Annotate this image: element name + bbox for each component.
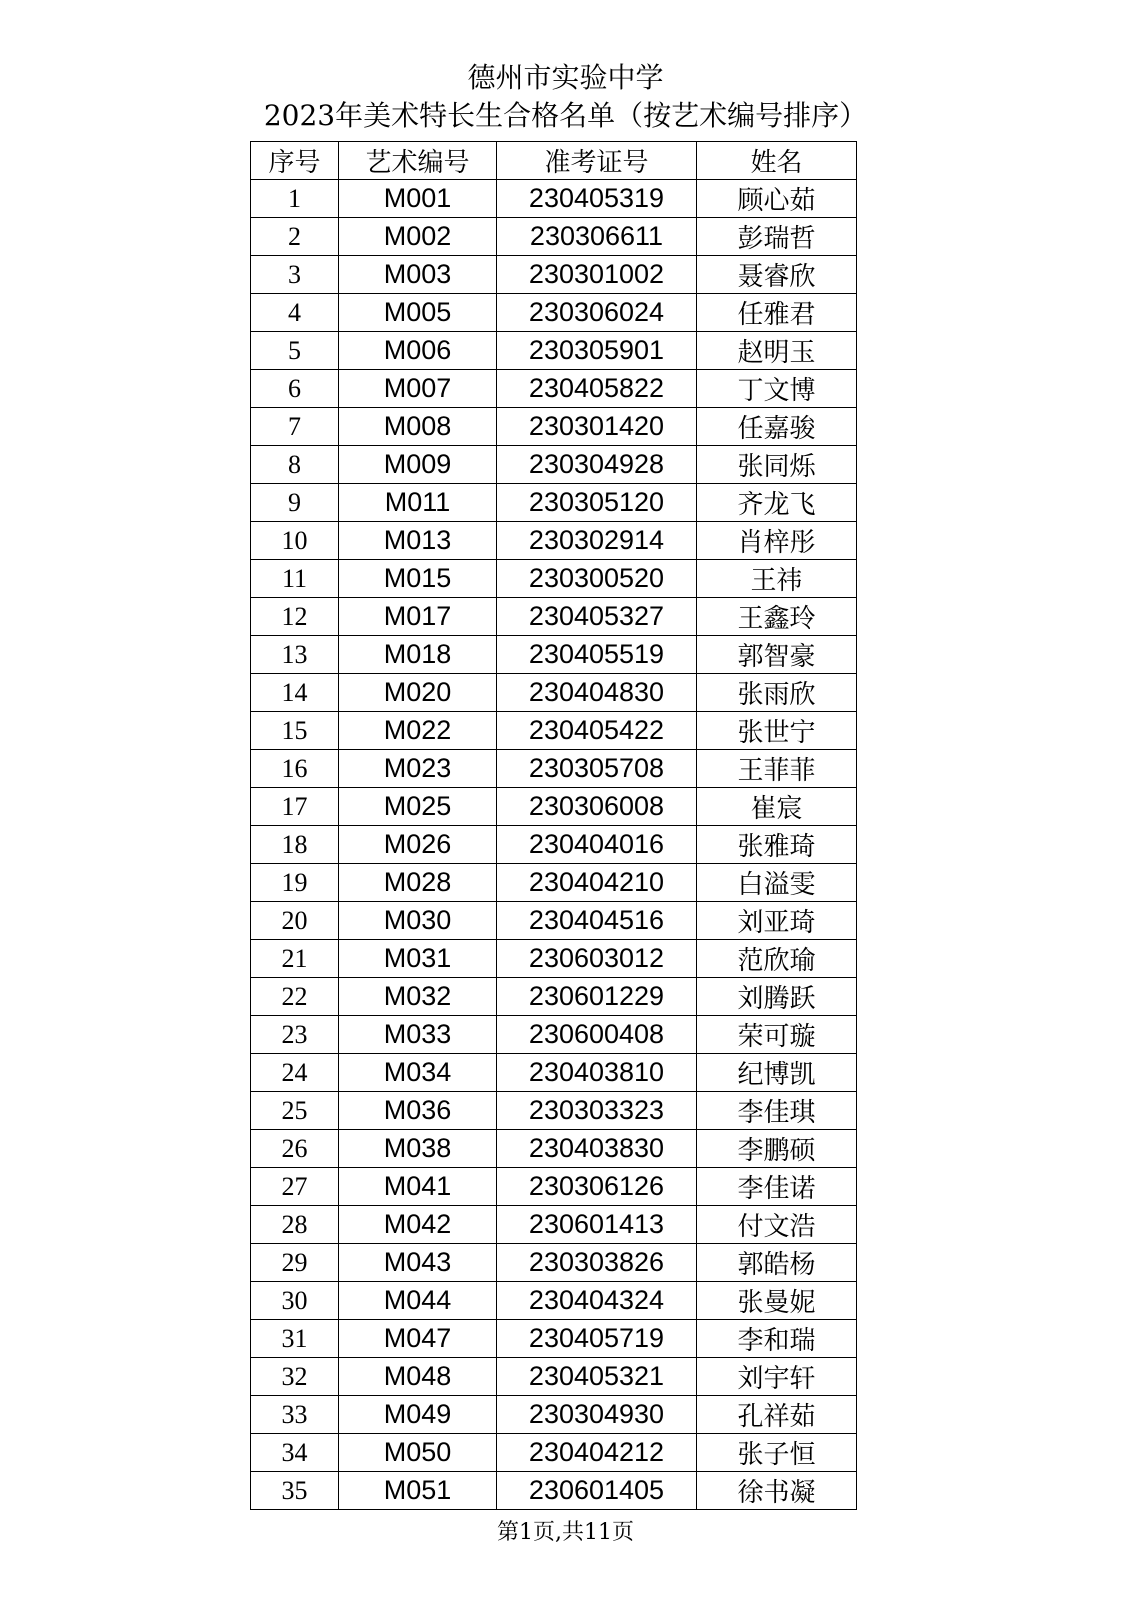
cell-art-code: M036 — [339, 1092, 497, 1130]
cell-art-code: M034 — [339, 1054, 497, 1092]
table-row — [251, 1244, 857, 1282]
cell-seq: 24 — [251, 1054, 339, 1092]
cell-exam-number: 230303826 — [497, 1244, 697, 1282]
cell-exam-number: 230301420 — [497, 408, 697, 446]
cell-art-code: M017 — [339, 598, 497, 636]
cell-seq: 32 — [251, 1358, 339, 1396]
table-row — [251, 218, 857, 256]
cell-art-code: M038 — [339, 1130, 497, 1168]
table-row — [251, 332, 857, 370]
cell-art-code: M033 — [339, 1016, 497, 1054]
list-title: 2023年美术特长生合格名单（按艺术编号排序） — [263, 99, 868, 132]
table-row — [251, 180, 857, 218]
table-header-row — [251, 142, 857, 180]
cell-student-name: 聂睿欣 — [697, 256, 857, 294]
table-row — [251, 636, 857, 674]
table-row — [251, 408, 857, 446]
cell-student-name: 张曼妮 — [697, 1282, 857, 1320]
cell-exam-number: 230301002 — [497, 256, 697, 294]
table-row — [251, 1434, 857, 1472]
cell-exam-number: 230304930 — [497, 1396, 697, 1434]
cell-student-name: 徐书凝 — [697, 1472, 857, 1510]
table-row — [251, 826, 857, 864]
col-header-art-code: 艺术编号 — [339, 142, 497, 180]
cell-exam-number: 230305120 — [497, 484, 697, 522]
table-row — [251, 978, 857, 1016]
cell-seq: 5 — [251, 332, 339, 370]
col-header-name: 姓名 — [697, 142, 857, 180]
cell-art-code: M009 — [339, 446, 497, 484]
cell-art-code: M028 — [339, 864, 497, 902]
cell-student-name: 顾心茹 — [697, 180, 857, 218]
cell-seq: 21 — [251, 940, 339, 978]
cell-seq: 20 — [251, 902, 339, 940]
table-row — [251, 1016, 857, 1054]
cell-art-code: M051 — [339, 1472, 497, 1510]
cell-exam-number: 230306008 — [497, 788, 697, 826]
cell-art-code: M006 — [339, 332, 497, 370]
cell-seq: 7 — [251, 408, 339, 446]
cell-student-name: 齐龙飞 — [697, 484, 857, 522]
cell-seq: 9 — [251, 484, 339, 522]
table-row — [251, 712, 857, 750]
table-row — [251, 294, 857, 332]
cell-student-name: 李佳琪 — [697, 1092, 857, 1130]
cell-exam-number: 230302914 — [497, 522, 697, 560]
cell-exam-number: 230603012 — [497, 940, 697, 978]
cell-student-name: 王祎 — [697, 560, 857, 598]
cell-seq: 10 — [251, 522, 339, 560]
cell-seq: 31 — [251, 1320, 339, 1358]
cell-student-name: 张世宁 — [697, 712, 857, 750]
cell-exam-number: 230404210 — [497, 864, 697, 902]
table-row — [251, 1282, 857, 1320]
cell-student-name: 任雅君 — [697, 294, 857, 332]
cell-seq: 2 — [251, 218, 339, 256]
cell-student-name: 彭瑞哲 — [697, 218, 857, 256]
cell-seq: 27 — [251, 1168, 339, 1206]
cell-art-code: M049 — [339, 1396, 497, 1434]
cell-seq: 23 — [251, 1016, 339, 1054]
cell-seq: 28 — [251, 1206, 339, 1244]
cell-art-code: M008 — [339, 408, 497, 446]
cell-art-code: M050 — [339, 1434, 497, 1472]
cell-seq: 15 — [251, 712, 339, 750]
cell-exam-number: 230403810 — [497, 1054, 697, 1092]
col-header-seq: 序号 — [251, 142, 339, 180]
cell-seq: 6 — [251, 370, 339, 408]
cell-exam-number: 230404016 — [497, 826, 697, 864]
cell-student-name: 肖梓彤 — [697, 522, 857, 560]
cell-art-code: M025 — [339, 788, 497, 826]
cell-exam-number: 230305708 — [497, 750, 697, 788]
cell-student-name: 孔祥茹 — [697, 1396, 857, 1434]
cell-art-code: M005 — [339, 294, 497, 332]
cell-seq: 8 — [251, 446, 339, 484]
cell-exam-number: 230306611 — [497, 218, 697, 256]
table-row — [251, 598, 857, 636]
cell-exam-number: 230403830 — [497, 1130, 697, 1168]
cell-exam-number: 230405327 — [497, 598, 697, 636]
table-row — [251, 1206, 857, 1244]
table-row — [251, 750, 857, 788]
cell-student-name: 张雅琦 — [697, 826, 857, 864]
table-row — [251, 1472, 857, 1510]
table-row — [251, 940, 857, 978]
cell-student-name: 王菲菲 — [697, 750, 857, 788]
table-row — [251, 674, 857, 712]
cell-student-name: 张子恒 — [697, 1434, 857, 1472]
cell-art-code: M044 — [339, 1282, 497, 1320]
cell-seq: 16 — [251, 750, 339, 788]
cell-art-code: M032 — [339, 978, 497, 1016]
cell-exam-number: 230305901 — [497, 332, 697, 370]
table-row — [251, 522, 857, 560]
cell-seq: 13 — [251, 636, 339, 674]
cell-seq: 22 — [251, 978, 339, 1016]
cell-student-name: 李佳诺 — [697, 1168, 857, 1206]
cell-student-name: 崔宸 — [697, 788, 857, 826]
cell-exam-number: 230306126 — [497, 1168, 697, 1206]
cell-student-name: 任嘉骏 — [697, 408, 857, 446]
table-row — [251, 560, 857, 598]
cell-seq: 19 — [251, 864, 339, 902]
cell-art-code: M023 — [339, 750, 497, 788]
cell-exam-number: 230300520 — [497, 560, 697, 598]
cell-seq: 35 — [251, 1472, 339, 1510]
cell-art-code: M042 — [339, 1206, 497, 1244]
cell-seq: 33 — [251, 1396, 339, 1434]
cell-student-name: 白溢雯 — [697, 864, 857, 902]
cell-seq: 14 — [251, 674, 339, 712]
cell-student-name: 付文浩 — [697, 1206, 857, 1244]
cell-student-name: 赵明玉 — [697, 332, 857, 370]
table-row — [251, 484, 857, 522]
table-row — [251, 864, 857, 902]
cell-exam-number: 230404516 — [497, 902, 697, 940]
cell-exam-number: 230601413 — [497, 1206, 697, 1244]
table-row — [251, 1130, 857, 1168]
cell-seq: 34 — [251, 1434, 339, 1472]
cell-art-code: M041 — [339, 1168, 497, 1206]
table-row — [251, 446, 857, 484]
cell-art-code: M013 — [339, 522, 497, 560]
table-row — [251, 1092, 857, 1130]
cell-student-name: 刘腾跃 — [697, 978, 857, 1016]
cell-student-name: 王鑫玲 — [697, 598, 857, 636]
cell-seq: 11 — [251, 560, 339, 598]
cell-art-code: M026 — [339, 826, 497, 864]
cell-exam-number: 230404324 — [497, 1282, 697, 1320]
cell-seq: 4 — [251, 294, 339, 332]
cell-art-code: M003 — [339, 256, 497, 294]
cell-student-name: 荣可璇 — [697, 1016, 857, 1054]
cell-seq: 1 — [251, 180, 339, 218]
cell-art-code: M022 — [339, 712, 497, 750]
cell-seq: 18 — [251, 826, 339, 864]
cell-student-name: 张雨欣 — [697, 674, 857, 712]
table-row — [251, 1320, 857, 1358]
cell-student-name: 刘宇轩 — [697, 1358, 857, 1396]
roster-table — [250, 141, 857, 1510]
cell-art-code: M043 — [339, 1244, 497, 1282]
cell-student-name: 张同烁 — [697, 446, 857, 484]
cell-exam-number: 230304928 — [497, 446, 697, 484]
cell-art-code: M007 — [339, 370, 497, 408]
cell-student-name: 纪博凯 — [697, 1054, 857, 1092]
page-footer: 第1页,共11页 — [497, 1520, 634, 1545]
cell-exam-number: 230404830 — [497, 674, 697, 712]
table-row — [251, 1396, 857, 1434]
cell-exam-number: 230405321 — [497, 1358, 697, 1396]
cell-seq: 12 — [251, 598, 339, 636]
cell-exam-number: 230405822 — [497, 370, 697, 408]
cell-art-code: M018 — [339, 636, 497, 674]
cell-student-name: 李鹏硕 — [697, 1130, 857, 1168]
cell-student-name: 刘亚琦 — [697, 902, 857, 940]
cell-art-code: M020 — [339, 674, 497, 712]
cell-art-code: M001 — [339, 180, 497, 218]
cell-art-code: M048 — [339, 1358, 497, 1396]
table-row — [251, 256, 857, 294]
table-row — [251, 788, 857, 826]
cell-seq: 30 — [251, 1282, 339, 1320]
cell-exam-number: 230303323 — [497, 1092, 697, 1130]
cell-student-name: 范欣瑜 — [697, 940, 857, 978]
cell-art-code: M030 — [339, 902, 497, 940]
cell-exam-number: 230405519 — [497, 636, 697, 674]
cell-student-name: 郭智豪 — [697, 636, 857, 674]
col-header-exam-number: 准考证号 — [497, 142, 697, 180]
cell-exam-number: 230405719 — [497, 1320, 697, 1358]
cell-exam-number: 230405422 — [497, 712, 697, 750]
cell-exam-number: 230601405 — [497, 1472, 697, 1510]
table-row — [251, 370, 857, 408]
cell-art-code: M015 — [339, 560, 497, 598]
cell-seq: 17 — [251, 788, 339, 826]
table-row — [251, 1054, 857, 1092]
cell-exam-number: 230306024 — [497, 294, 697, 332]
school-name: 德州市实验中学 — [467, 61, 664, 94]
cell-art-code: M047 — [339, 1320, 497, 1358]
cell-seq: 26 — [251, 1130, 339, 1168]
cell-student-name: 李和瑞 — [697, 1320, 857, 1358]
cell-exam-number: 230601229 — [497, 978, 697, 1016]
cell-seq: 3 — [251, 256, 339, 294]
cell-student-name: 郭皓杨 — [697, 1244, 857, 1282]
cell-art-code: M011 — [339, 484, 497, 522]
cell-exam-number: 230405319 — [497, 180, 697, 218]
cell-art-code: M031 — [339, 940, 497, 978]
cell-art-code: M002 — [339, 218, 497, 256]
table-row — [251, 1168, 857, 1206]
cell-student-name: 丁文博 — [697, 370, 857, 408]
table-row — [251, 1358, 857, 1396]
cell-exam-number: 230404212 — [497, 1434, 697, 1472]
table-row — [251, 902, 857, 940]
cell-seq: 25 — [251, 1092, 339, 1130]
cell-seq: 29 — [251, 1244, 339, 1282]
cell-exam-number: 230600408 — [497, 1016, 697, 1054]
table-body — [251, 180, 857, 1510]
